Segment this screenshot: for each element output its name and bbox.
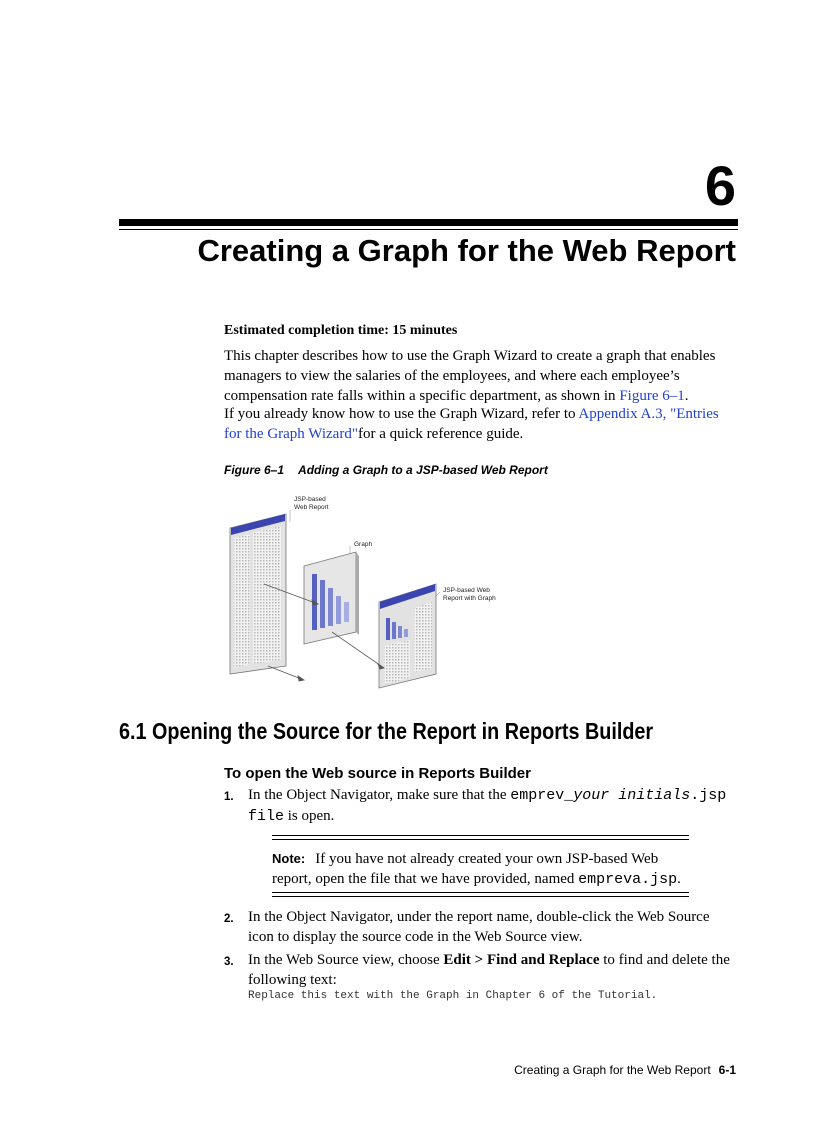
reference-text: If you already know how to use the Graph Wizard, refer to bbox=[224, 406, 579, 422]
page-number: 6-1 bbox=[718, 1063, 736, 1077]
label-web-report-line2: Web Report bbox=[294, 504, 329, 511]
file-name-extension: .jsp file bbox=[248, 787, 727, 825]
step-number: 2. bbox=[224, 913, 234, 925]
step-3 bbox=[224, 950, 739, 990]
figure-number: Figure 6–1 bbox=[224, 463, 285, 477]
chapter-number: 6 bbox=[704, 154, 736, 217]
figure-title: Adding a Graph to a JSP-based Web Report bbox=[298, 463, 548, 477]
step-3-text: In the Web Source view, choose bbox=[248, 952, 444, 968]
menu-path: Edit > Find and Replace bbox=[443, 952, 600, 968]
result-bar bbox=[398, 626, 402, 638]
graph-page bbox=[304, 552, 359, 644]
procedure-heading: To open the Web source in Reports Builder bbox=[224, 765, 531, 782]
page-footer bbox=[514, 1063, 736, 1077]
note-body bbox=[272, 840, 689, 892]
note-label: Note: bbox=[272, 851, 306, 866]
figure-illustration bbox=[224, 488, 514, 693]
label-web-report-line1: JSP-based bbox=[294, 496, 326, 503]
reference-paragraph bbox=[224, 404, 739, 444]
chapter-rule-thin bbox=[119, 229, 738, 230]
intro-text: This chapter describes how to use the Graph Wizard to create a graph that enables managers to view the salaries of the employees, and where each employee’s compensation rate falls within a specific department, as shown in bbox=[224, 348, 716, 404]
appendix-link[interactable]: Appendix A.3, "Entries for the Graph Wizard" bbox=[224, 406, 719, 442]
label-result-line1: JSP-based Web bbox=[443, 587, 490, 594]
figure-caption bbox=[224, 463, 548, 477]
estimated-time: Estimated completion time: 15 minutes bbox=[224, 323, 458, 338]
step-number: 1. bbox=[224, 791, 234, 803]
note-box bbox=[272, 835, 689, 897]
step-1-text: In the Object Navigator, make sure that the bbox=[248, 787, 511, 803]
step-2 bbox=[224, 907, 739, 947]
figure-link[interactable]: Figure 6–1 bbox=[619, 388, 685, 404]
reference-end: for a quick reference guide. bbox=[357, 426, 524, 442]
step-2-text: In the Object Navigator, under the report name, double-click the Web Source icon to display the source code in the Web Source view. bbox=[248, 909, 710, 945]
intro-paragraph bbox=[224, 346, 739, 406]
chapter-rule-thick bbox=[119, 219, 738, 226]
graph-bar bbox=[320, 580, 325, 628]
step-1 bbox=[224, 785, 739, 827]
chapter-title: Creating a Graph for the Web Report bbox=[197, 233, 736, 268]
result-bar bbox=[392, 622, 396, 639]
step-3-text-end: to find and delete the following text: bbox=[248, 952, 730, 988]
section-heading: 6.1 Opening the Source for the Report in Reports Builder bbox=[119, 718, 654, 744]
result-bar bbox=[386, 618, 390, 640]
result-page bbox=[379, 584, 436, 688]
result-bar bbox=[404, 629, 408, 637]
graph-bar bbox=[328, 588, 333, 626]
note-bottom-rule bbox=[272, 892, 689, 897]
step-1-text-end: is open. bbox=[284, 808, 335, 824]
code-example: Replace this text with the Graph in Chapter 6 of the Tutorial. bbox=[248, 990, 658, 1002]
graph-bar bbox=[344, 602, 349, 622]
label-graph: Graph bbox=[354, 541, 373, 548]
web-report-page bbox=[230, 514, 286, 674]
file-name-code: emprev_ bbox=[510, 787, 574, 804]
note-end: . bbox=[677, 871, 681, 887]
step-number: 3. bbox=[224, 956, 234, 968]
label-result-line2: Report with Graph bbox=[443, 595, 496, 602]
note-text: If you have not already created your own JSP-based Web report, open the file that we have provided, named bbox=[272, 851, 659, 887]
note-code: empreva.jsp bbox=[578, 871, 678, 888]
file-name-initials: your initials bbox=[573, 787, 691, 804]
intro-end: . bbox=[684, 388, 689, 404]
footer-title: Creating a Graph for the Web Report bbox=[514, 1063, 711, 1077]
graph-bar bbox=[336, 596, 341, 624]
